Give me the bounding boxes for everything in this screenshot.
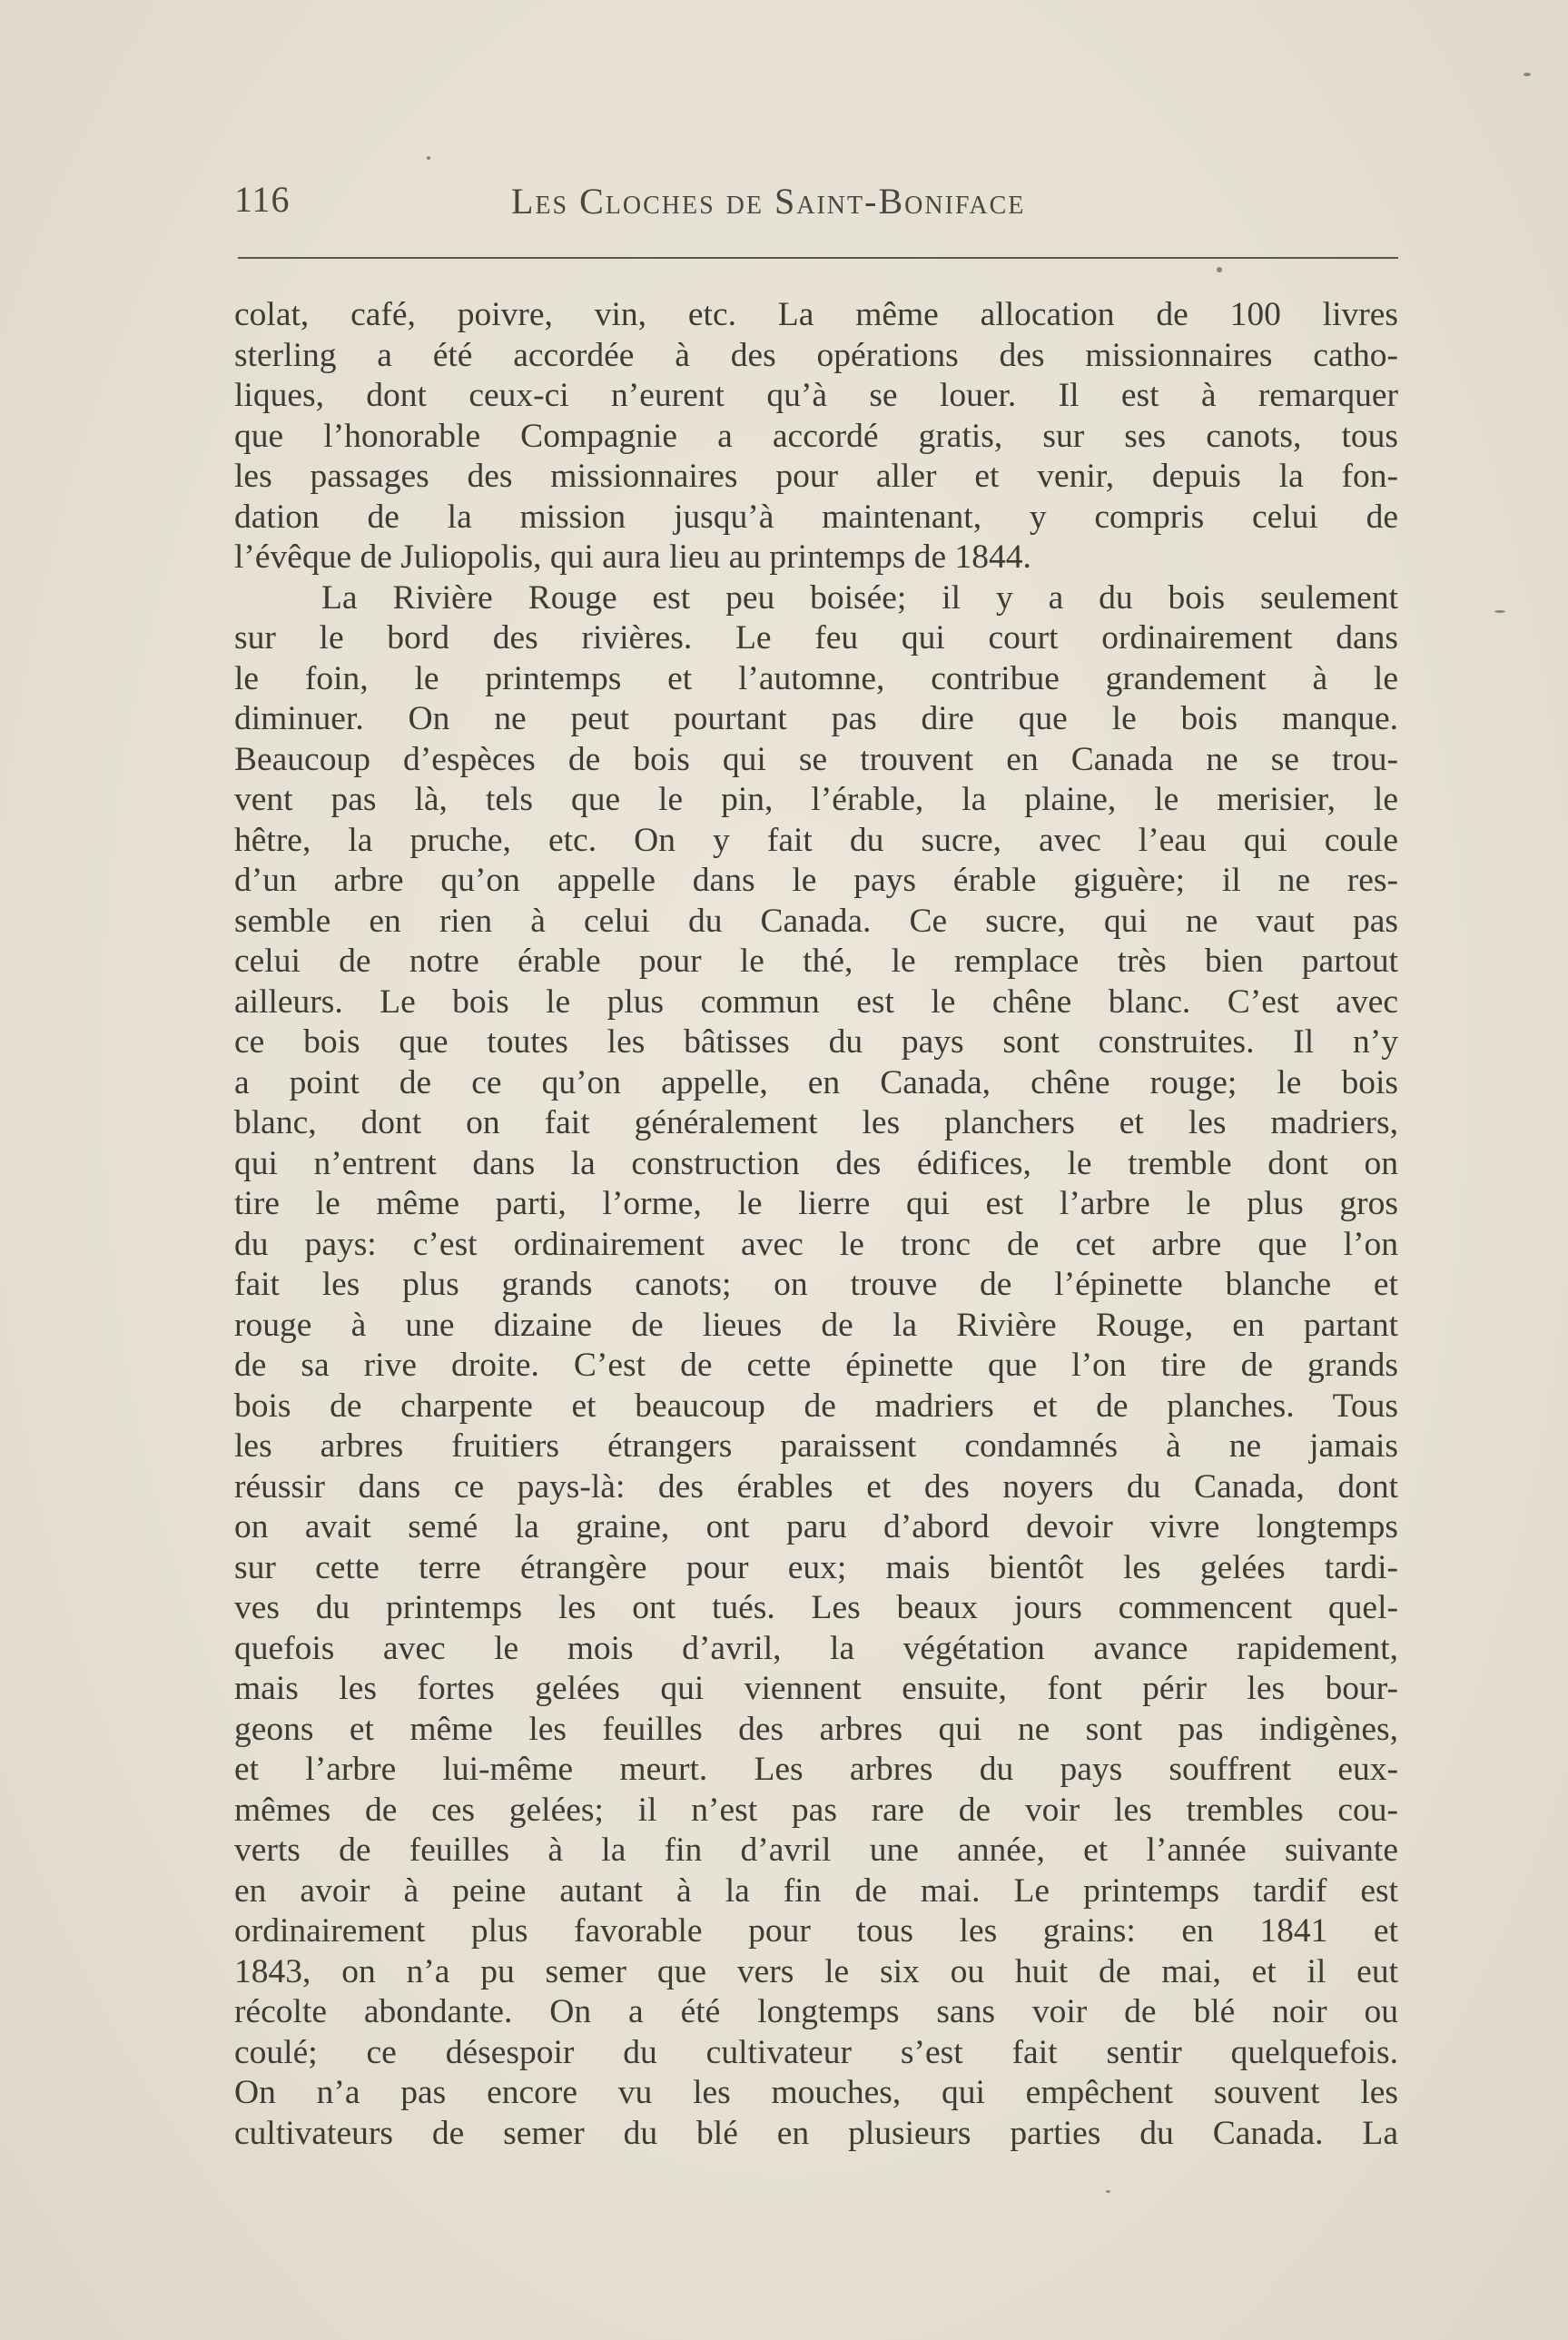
text-line: du pays: c’est ordinairement avec le tronc de cet arbre que l’on	[234, 1225, 1398, 1263]
text-line: sur le bord des rivières. Le feu qui court ordinairement dans	[234, 619, 1398, 657]
text-line: l’évêque de Juliopolis, qui aura lieu au printemps de 1844.	[234, 538, 1031, 576]
text-line: le foin, le printemps et l’automne, contribue grandement à le	[234, 659, 1398, 697]
body-text	[234, 295, 1398, 2154]
text-line: ailleurs. Le bois le plus commun est le chêne blanc. C’est avec	[234, 982, 1398, 1021]
text-line: quefois avec le mois d’avril, la végétation avance rapidement,	[234, 1629, 1398, 1667]
text-line: de sa rive droite. C’est de cette épinette que l’on tire de grands	[234, 1347, 1398, 1384]
text-line: mêmes de ces gelées; il n’est pas rare de voir les trembles cou-	[234, 1791, 1398, 1829]
text-line: cultivateurs de semer du blé en plusieurs parties du Canada. La	[234, 2114, 1398, 2152]
page-header	[234, 178, 1396, 232]
text-line: Beaucoup d’espèces de bois qui se trouvent en Canada ne se trou-	[234, 740, 1398, 778]
text-line: tire le même parti, l’orme, le lierre qui est l’arbre le plus gros	[234, 1185, 1398, 1222]
paper-speck	[1106, 2190, 1110, 2193]
text-line: blanc, dont on fait généralement les planchers et les madriers,	[234, 1104, 1398, 1141]
text-line: diminuer. On ne peut pourtant pas dire que le bois manque.	[234, 700, 1398, 737]
text-line: liques, dont ceux-ci n’eurent qu’à se louer. Il est à remarquer	[234, 377, 1398, 414]
paper-speck	[427, 156, 430, 160]
header-rule	[238, 257, 1398, 259]
text-line: d’un arbre qu’on appelle dans le pays érable giguère; il ne res-	[234, 862, 1398, 899]
text-line: verts de feuilles à la fin d’avril une année, et l’année suivante	[234, 1832, 1398, 1869]
text-line: semble en rien à celui du Canada. Ce sucre, qui ne vaut pas	[234, 902, 1398, 940]
text-line: on avait semé la graine, ont paru d’abord devoir vivre longtemps	[234, 1508, 1398, 1545]
text-line: geons et même les feuilles des arbres qui ne sont pas indigènes,	[234, 1710, 1398, 1748]
text-line: que l’honorable Compagnie a accordé gratis, sur ses canots, tous	[234, 417, 1398, 455]
text-line: celui de notre érable pour le thé, le remplace très bien partout	[234, 943, 1398, 980]
text-line: réussir dans ce pays-là: des érables et des noyers du Canada, dont	[234, 1467, 1398, 1506]
paper-speck	[1217, 267, 1222, 272]
text-line: ves du printemps les ont tués. Les beaux jours commencent quel-	[234, 1589, 1398, 1626]
text-line: dation de la mission jusqu’à maintenant, y compris celui de	[234, 498, 1398, 536]
text-line: a point de ce qu’on appelle, en Canada, chêne rouge; le bois	[234, 1063, 1398, 1101]
text-line: les passages des missionnaires pour aller et venir, depuis la fon-	[234, 458, 1398, 495]
text-line: colat, café, poivre, vin, etc. La même allocation de 100 livres	[234, 296, 1398, 333]
paragraph-first-line: La Rivière Rouge est peu boisée; il y a du bois seulement	[321, 578, 1398, 617]
page-number: 116	[234, 179, 291, 220]
text-line: 1843, on n’a pu semer que vers le six ou huit de mai, et il eut	[234, 1952, 1398, 1990]
text-line: en avoir à peine autant à la fin de mai. Le printemps tardif est	[234, 1871, 1398, 1910]
running-title: Les Cloches de Saint-Boniface	[511, 181, 1026, 222]
text-line: vent pas là, tels que le pin, l’érable, la plaine, le merisier, le	[234, 781, 1398, 818]
text-line: récolte abondante. On a été longtemps sans voir de blé noir ou	[234, 1993, 1398, 2030]
text-line: coulé; ce désespoir du cultivateur s’est fait sentir quelquefois.	[234, 2033, 1398, 2071]
text-line: hêtre, la pruche, etc. On y fait du sucre, avec l’eau qui coule	[234, 821, 1398, 859]
text-line: ce bois que toutes les bâtisses du pays sont construites. Il n’y	[234, 1023, 1398, 1061]
text-line: sur cette terre étrangère pour eux; mais bientôt les gelées tardi-	[234, 1548, 1398, 1586]
paper-speck	[1494, 610, 1505, 613]
paper-speck	[1524, 73, 1531, 76]
text-line: et l’arbre lui-même meurt. Les arbres du pays souffrent eux-	[234, 1751, 1398, 1788]
text-line: bois de charpente et beaucoup de madriers et de planches. Tous	[234, 1387, 1398, 1425]
text-line: On n’a pas encore vu les mouches, qui empêchent souvent les	[234, 2074, 1398, 2111]
text-line: mais les fortes gelées qui viennent ensuite, font périr les bour-	[234, 1670, 1398, 1707]
text-line: sterling a été accordée à des opérations des missionnaires catho-	[234, 336, 1398, 374]
text-line: fait les plus grands canots; on trouve de l’épinette blanche et	[234, 1266, 1398, 1303]
text-line: ordinairement plus favorable pour tous les grains: en 1841 et	[234, 1912, 1398, 1950]
text-line: les arbres fruitiers étrangers paraissent condamnés à ne jamais	[234, 1427, 1398, 1465]
text-line: qui n’entrent dans la construction des édifices, le tremble dont on	[234, 1144, 1398, 1182]
text-line: rouge à une dizaine de lieues de la Rivière Rouge, en partant	[234, 1306, 1398, 1344]
